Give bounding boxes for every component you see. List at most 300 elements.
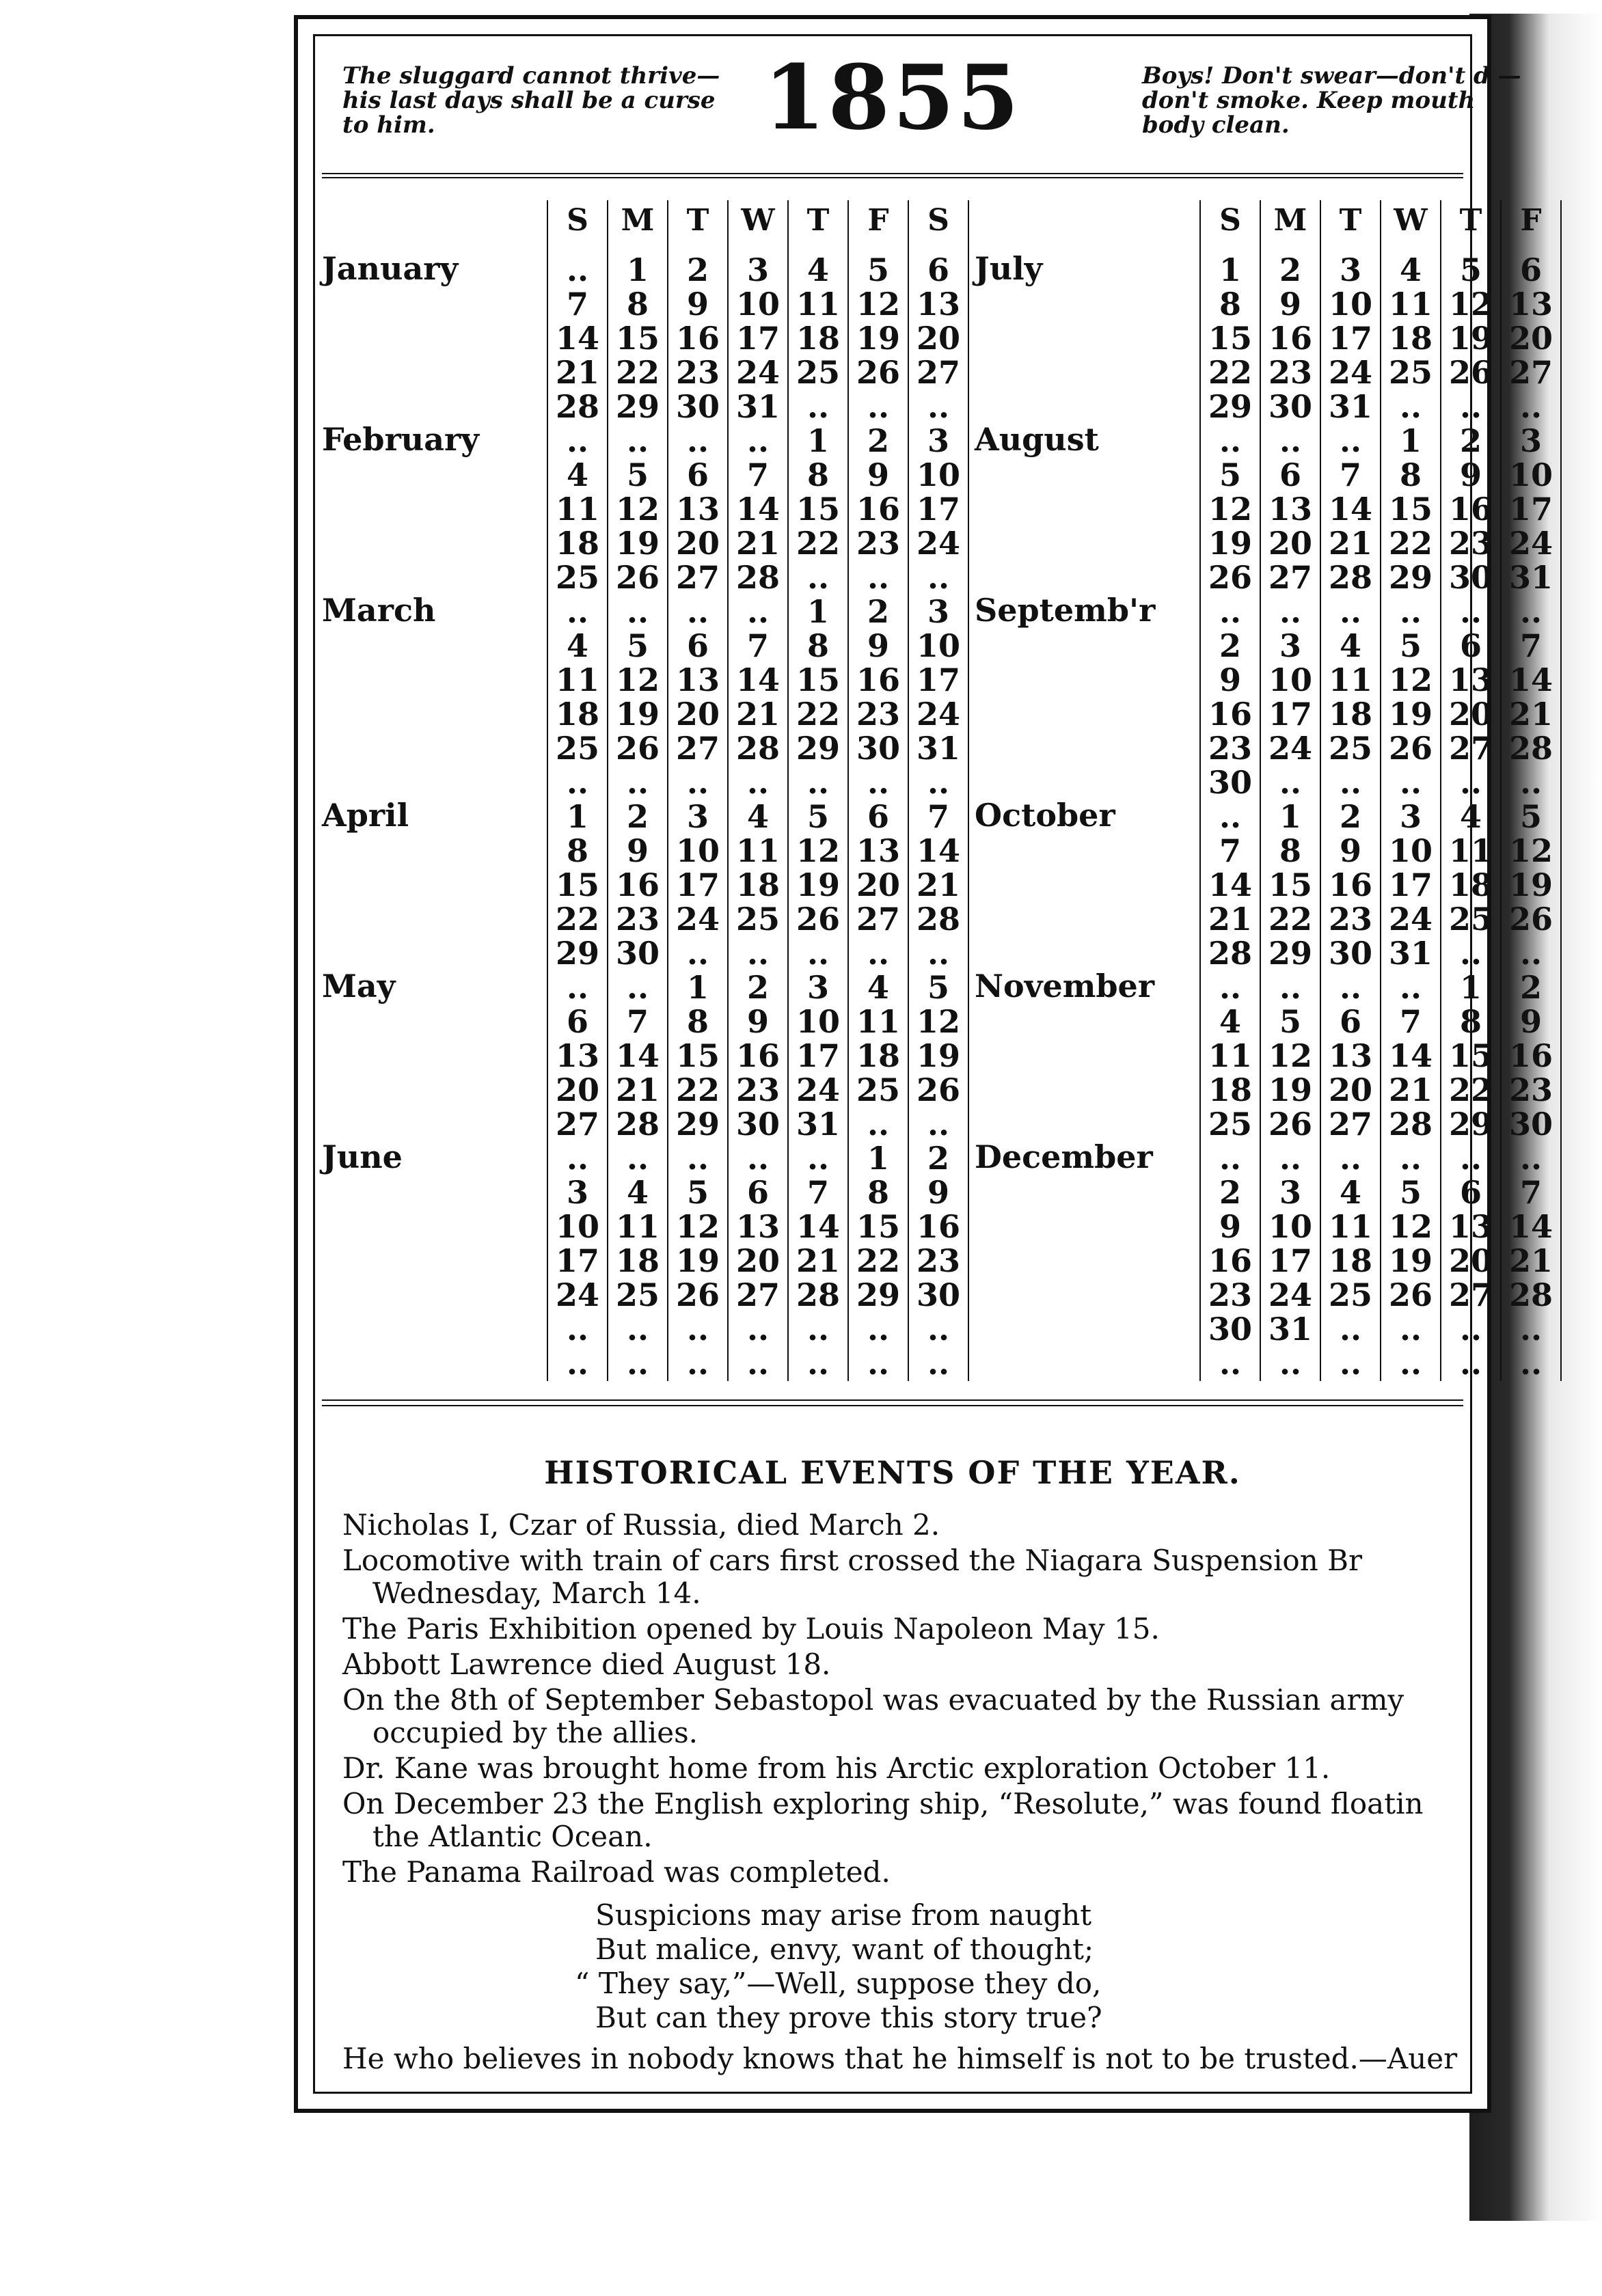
column-divider (787, 200, 789, 1381)
day-cell: 17 (1388, 866, 1433, 903)
day-header: W (741, 203, 775, 238)
day-cell: 2 (867, 422, 889, 459)
day-cell: 16 (1208, 1242, 1252, 1279)
day-cell: 12 (1448, 286, 1493, 323)
day-cell: 29 (1208, 388, 1252, 425)
day-cell: 12 (1268, 1037, 1312, 1074)
day-cell: .. (686, 422, 709, 459)
column-divider (908, 200, 909, 1381)
month-name: August (975, 421, 1099, 458)
day-cell: 7 (1399, 1003, 1422, 1040)
month-name: December (975, 1138, 1153, 1175)
day-cell: 11 (1328, 1208, 1372, 1245)
column-divider (607, 200, 608, 1381)
day-cell: .. (1459, 1140, 1482, 1177)
day-cell: 16 (1508, 1037, 1553, 1074)
day-cell: .. (1279, 969, 1302, 1006)
day-cell: 19 (1268, 1071, 1312, 1108)
day-cell: .. (806, 559, 830, 596)
day-cell: 1 (1279, 798, 1301, 835)
column-divider (968, 200, 969, 1381)
day-cell: 13 (675, 661, 720, 698)
day-cell: 6 (1519, 251, 1542, 288)
day-cell: 16 (615, 866, 660, 903)
day-cell: 17 (735, 320, 780, 357)
day-cell: 21 (1508, 696, 1553, 733)
day-cell: .. (746, 422, 770, 459)
poem-line: “ They say,”—Well, suppose they do, (575, 1967, 1102, 2000)
day-cell: 24 (1388, 901, 1433, 938)
day-cell: 20 (916, 320, 960, 357)
day-cell: 24 (1328, 354, 1372, 391)
day-cell: 18 (1328, 696, 1372, 733)
day-cell: 23 (615, 901, 660, 938)
day-cell: .. (1279, 764, 1302, 801)
day-cell: 4 (1459, 798, 1482, 835)
day-cell: 30 (916, 1276, 960, 1313)
day-cell: 12 (1388, 1208, 1433, 1245)
day-header: S (567, 203, 588, 238)
day-cell: 28 (735, 730, 780, 767)
day-cell: 27 (675, 559, 720, 596)
day-cell: 1 (1219, 251, 1241, 288)
day-cell: 26 (615, 730, 660, 767)
event-item (342, 1684, 1404, 1749)
day-cell: 10 (796, 1003, 840, 1040)
day-cell: .. (806, 1345, 830, 1382)
day-cell: .. (1279, 1140, 1302, 1177)
day-cell: 20 (555, 1071, 599, 1108)
column-divider (1560, 200, 1562, 1381)
day-cell: 26 (856, 354, 900, 391)
day-cell: 21 (1328, 525, 1372, 562)
day-cell: 10 (675, 832, 720, 869)
day-cell: 27 (1448, 1276, 1493, 1313)
day-cell: 26 (1268, 1106, 1312, 1143)
day-cell: 24 (735, 354, 780, 391)
day-cell: 28 (1508, 730, 1553, 767)
day-cell: 16 (856, 491, 900, 528)
day-cell: .. (626, 593, 649, 630)
day-cell: .. (746, 935, 770, 972)
day-cell: 19 (916, 1037, 960, 1074)
day-cell: 17 (1508, 491, 1553, 528)
day-cell: 25 (1328, 730, 1372, 767)
day-cell: 14 (735, 661, 780, 698)
day-cell: .. (566, 1345, 589, 1382)
day-cell: 2 (1339, 798, 1361, 835)
day-cell: 22 (796, 696, 840, 733)
day-cell: 6 (746, 1174, 769, 1211)
day-cell: 10 (916, 456, 960, 493)
day-cell: 9 (867, 627, 889, 664)
day-cell: 1 (806, 593, 829, 630)
day-cell: 6 (867, 798, 889, 835)
day-cell: 23 (1328, 901, 1372, 938)
day-cell: 2 (1219, 627, 1241, 664)
day-cell: 2 (746, 969, 769, 1006)
day-cell: 21 (1208, 901, 1252, 938)
day-header: T (686, 203, 709, 238)
day-cell: 6 (1459, 627, 1482, 664)
day-cell: 16 (675, 320, 720, 357)
day-cell: 12 (796, 832, 840, 869)
day-cell: 9 (1219, 661, 1241, 698)
day-cell: 9 (1519, 1003, 1542, 1040)
day-cell: 20 (1268, 525, 1312, 562)
day-cell: 7 (746, 456, 769, 493)
day-cell: .. (566, 969, 589, 1006)
day-cell: .. (1339, 422, 1362, 459)
day-cell: 20 (1328, 1071, 1372, 1108)
day-cell: 19 (1208, 525, 1252, 562)
day-cell: .. (1219, 422, 1242, 459)
day-cell: .. (1519, 388, 1543, 425)
day-cell: 3 (1399, 798, 1422, 835)
day-cell: 6 (686, 627, 709, 664)
day-cell: 8 (1399, 456, 1422, 493)
event-line: occupied by the allies. (372, 1716, 698, 1749)
day-cell: 27 (1268, 559, 1312, 596)
month-name: April (322, 797, 409, 834)
day-cell: 25 (1388, 354, 1433, 391)
month-name: May (322, 968, 396, 1004)
closing-quote: He who believes in nobody knows that he himself is not to be trusted.—Auer (342, 2042, 1458, 2075)
day-cell: 2 (867, 593, 889, 630)
day-cell: .. (1339, 764, 1362, 801)
day-cell: 28 (1328, 559, 1372, 596)
day-cell: .. (686, 1345, 709, 1382)
column-divider (547, 200, 548, 1381)
day-cell: 18 (555, 525, 599, 562)
day-cell: 1 (566, 798, 588, 835)
day-cell: 24 (916, 525, 960, 562)
day-cell: 21 (555, 354, 599, 391)
day-cell: 7 (806, 1174, 829, 1211)
events-heading: HISTORICAL EVENTS OF THE YEAR. (544, 1454, 1241, 1491)
day-cell: 8 (806, 627, 829, 664)
day-cell: 26 (1388, 1276, 1433, 1313)
event-line: The Paris Exhibition opened by Louis Napoleon May 15. (342, 1612, 1160, 1645)
day-cell: 25 (615, 1276, 660, 1313)
day-cell: .. (566, 1140, 589, 1177)
day-cell: 19 (1508, 866, 1553, 903)
day-cell: 31 (735, 388, 780, 425)
day-cell: .. (626, 764, 649, 801)
day-cell: 12 (1208, 491, 1252, 528)
column-divider (727, 200, 729, 1381)
day-cell: .. (746, 1345, 770, 1382)
day-cell: 4 (566, 456, 588, 493)
day-cell: 10 (1268, 661, 1312, 698)
day-cell: 1 (806, 422, 829, 459)
day-cell: 30 (1208, 1311, 1252, 1348)
day-cell: .. (1519, 593, 1543, 630)
day-cell: 11 (1388, 286, 1433, 323)
day-cell: 7 (626, 1003, 649, 1040)
day-cell: 15 (675, 1037, 720, 1074)
day-cell: 13 (735, 1208, 780, 1245)
day-cell: 28 (1508, 1276, 1553, 1313)
day-cell: 5 (686, 1174, 709, 1211)
day-cell: 16 (735, 1037, 780, 1074)
day-header: F (1520, 203, 1542, 238)
day-cell: 26 (1448, 354, 1493, 391)
day-header: S (927, 203, 949, 238)
day-cell: 31 (1388, 935, 1433, 972)
day-cell: 17 (916, 661, 960, 698)
month-name: June (322, 1138, 403, 1175)
day-cell: 11 (555, 661, 599, 698)
day-cell: 29 (555, 935, 599, 972)
day-cell: 17 (916, 491, 960, 528)
day-cell: 3 (1339, 251, 1361, 288)
day-cell: 3 (806, 969, 829, 1006)
day-cell: 14 (735, 491, 780, 528)
column-divider (1380, 200, 1381, 1381)
day-cell: 13 (916, 286, 960, 323)
day-cell: .. (686, 1140, 709, 1177)
day-cell: 12 (1388, 661, 1433, 698)
poem-line: But malice, envy, want of thought; (595, 1932, 1094, 1966)
day-cell: .. (686, 764, 709, 801)
day-cell: 14 (796, 1208, 840, 1245)
day-cell: .. (626, 1345, 649, 1382)
day-cell: 15 (615, 320, 660, 357)
day-cell: 18 (1208, 1071, 1252, 1108)
day-cell: 27 (856, 901, 900, 938)
day-cell: 29 (1448, 1106, 1493, 1143)
day-cell: 9 (1459, 456, 1482, 493)
day-cell: 20 (856, 866, 900, 903)
calendar-bottom-rule-2 (322, 1405, 1463, 1406)
day-cell: .. (1339, 1140, 1362, 1177)
day-cell: 4 (1399, 251, 1422, 288)
day-cell: .. (1279, 1345, 1302, 1382)
day-cell: 15 (796, 661, 840, 698)
day-cell: 24 (675, 901, 720, 938)
day-cell: 6 (566, 1003, 588, 1040)
day-cell: .. (746, 764, 770, 801)
event-line: Abbott Lawrence died August 18. (342, 1648, 831, 1681)
day-cell: 28 (615, 1106, 660, 1143)
day-cell: 14 (1328, 491, 1372, 528)
day-cell: 23 (1268, 354, 1312, 391)
day-cell: 11 (1208, 1037, 1252, 1074)
motto-right: Boys! Don't swear—don't d —don't smoke. Keep mouth body clean. (1142, 62, 1521, 139)
day-cell: 2 (1459, 422, 1482, 459)
day-cell: 19 (1448, 320, 1493, 357)
day-cell: .. (1459, 764, 1482, 801)
book-edge (0, 0, 205, 2296)
day-cell: .. (566, 422, 589, 459)
day-cell: 3 (686, 798, 709, 835)
day-cell: 4 (867, 969, 889, 1006)
day-cell: 11 (796, 286, 840, 323)
day-cell: 13 (856, 832, 900, 869)
day-cell: 10 (1268, 1208, 1312, 1245)
day-cell: 26 (1508, 901, 1553, 938)
day-cell: 21 (615, 1071, 660, 1108)
day-cell: 22 (856, 1242, 900, 1279)
day-cell: 25 (1328, 1276, 1372, 1313)
day-cell: 4 (746, 798, 769, 835)
day-cell: 11 (856, 1003, 900, 1040)
day-cell: .. (746, 1140, 770, 1177)
day-cell: 3 (1279, 1174, 1301, 1211)
day-cell: 1 (1459, 969, 1482, 1006)
day-cell: 8 (867, 1174, 889, 1211)
day-cell: .. (686, 935, 709, 972)
day-cell: 19 (856, 320, 900, 357)
day-cell: 31 (1328, 388, 1372, 425)
day-cell: .. (1459, 935, 1482, 972)
day-cell: 6 (1339, 1003, 1361, 1040)
event-item (342, 1613, 1160, 1645)
day-cell: 25 (856, 1071, 900, 1108)
day-cell: 23 (1448, 525, 1493, 562)
day-cell: 22 (1208, 354, 1252, 391)
day-cell: 15 (856, 1208, 900, 1245)
day-cell: .. (927, 388, 950, 425)
column-divider (847, 200, 849, 1381)
poem-line: But can they prove this story true? (595, 2001, 1102, 2034)
day-cell: 12 (615, 491, 660, 528)
day-cell: 19 (1388, 696, 1433, 733)
day-cell: 25 (555, 730, 599, 767)
event-line: On the 8th of September Sebastopol was evacuated by the Russian army (342, 1683, 1404, 1717)
column-divider (667, 200, 668, 1381)
day-header: T (1459, 203, 1482, 238)
event-line: Nicholas I, Czar of Russia, died March 2. (342, 1508, 940, 1542)
almanac-page (294, 15, 1553, 2113)
day-cell: 5 (626, 456, 649, 493)
day-cell: 10 (1328, 286, 1372, 323)
column-divider (1320, 200, 1321, 1381)
day-cell: .. (566, 593, 589, 630)
day-cell: 3 (566, 1174, 588, 1211)
day-cell: 14 (1208, 866, 1252, 903)
day-cell: 1 (867, 1140, 889, 1177)
day-cell: 3 (1279, 627, 1301, 664)
day-cell: .. (1219, 1140, 1242, 1177)
day-cell: 30 (615, 935, 660, 972)
day-cell: .. (1339, 593, 1362, 630)
day-cell: 2 (686, 251, 709, 288)
day-cell: 12 (615, 661, 660, 698)
day-cell: .. (1459, 1345, 1482, 1382)
day-cell: 30 (856, 730, 900, 767)
event-line: Locomotive with train of cars first crossed the Niagara Suspension Br (342, 1544, 1363, 1577)
day-cell: .. (927, 1311, 950, 1348)
day-cell: 11 (615, 1208, 660, 1245)
day-cell: 25 (735, 901, 780, 938)
page-frame (313, 34, 1553, 2094)
day-cell: 16 (1448, 491, 1493, 528)
day-cell: 21 (796, 1242, 840, 1279)
day-cell: 3 (1519, 422, 1542, 459)
day-cell: 18 (1328, 1242, 1372, 1279)
day-cell: 14 (1388, 1037, 1433, 1074)
day-cell: .. (746, 593, 770, 630)
day-cell: 3 (927, 593, 949, 630)
day-cell: 23 (1208, 1276, 1252, 1313)
day-cell: 11 (1448, 832, 1493, 869)
day-cell: 25 (796, 354, 840, 391)
month-name: January (322, 250, 459, 287)
day-cell: 29 (1388, 559, 1433, 596)
day-cell: .. (1459, 593, 1482, 630)
day-cell: 2 (1219, 1174, 1241, 1211)
event-line: The Panama Railroad was completed. (342, 1855, 891, 1889)
day-cell: .. (806, 388, 830, 425)
day-cell: .. (1399, 1311, 1422, 1348)
day-cell: 17 (1328, 320, 1372, 357)
day-cell: 12 (675, 1208, 720, 1245)
day-cell: 4 (1219, 1003, 1241, 1040)
day-cell: 5 (1459, 251, 1482, 288)
day-cell: 23 (1208, 730, 1252, 767)
day-cell: 27 (735, 1276, 780, 1313)
day-cell: 24 (555, 1276, 599, 1313)
day-cell: 6 (1459, 1174, 1482, 1211)
day-header: S (1219, 203, 1241, 238)
day-cell: 13 (675, 491, 720, 528)
day-cell: 31 (796, 1106, 840, 1143)
day-cell: 29 (615, 388, 660, 425)
day-cell: 30 (1508, 1106, 1553, 1143)
day-cell: .. (1519, 1311, 1543, 1348)
day-cell: .. (1219, 1345, 1242, 1382)
event-item (342, 1544, 1362, 1610)
event-item (342, 1648, 830, 1681)
day-cell: 18 (856, 1037, 900, 1074)
day-cell: 7 (927, 798, 949, 835)
day-cell: .. (626, 1311, 649, 1348)
day-cell: 19 (1388, 1242, 1433, 1279)
day-header: T (1339, 203, 1362, 238)
day-cell: .. (867, 1106, 890, 1143)
day-cell: 5 (1399, 1174, 1422, 1211)
day-cell: 29 (856, 1276, 900, 1313)
day-cell: 8 (1219, 286, 1241, 323)
day-cell: .. (1339, 969, 1362, 1006)
day-cell: 20 (1448, 696, 1493, 733)
day-cell: 6 (686, 456, 709, 493)
day-cell: 24 (916, 696, 960, 733)
day-cell: 26 (615, 559, 660, 596)
day-header: W (1394, 203, 1428, 238)
day-cell: 20 (675, 696, 720, 733)
day-cell: 1 (626, 251, 649, 288)
day-cell: 7 (1219, 832, 1241, 869)
day-cell: 17 (796, 1037, 840, 1074)
year-title: 1855 (763, 45, 1022, 150)
day-cell: 4 (1339, 627, 1361, 664)
day-cell: 5 (1399, 627, 1422, 664)
day-cell: .. (806, 764, 830, 801)
day-cell: 7 (566, 286, 588, 323)
day-cell: 15 (1388, 491, 1433, 528)
day-cell: .. (1339, 1311, 1362, 1348)
day-cell: 13 (555, 1037, 599, 1074)
day-cell: 16 (916, 1208, 960, 1245)
day-cell: 9 (1279, 286, 1301, 323)
day-cell: .. (806, 935, 830, 972)
day-cell: 21 (1508, 1242, 1553, 1279)
day-cell: .. (1459, 388, 1482, 425)
day-cell: 18 (735, 866, 780, 903)
